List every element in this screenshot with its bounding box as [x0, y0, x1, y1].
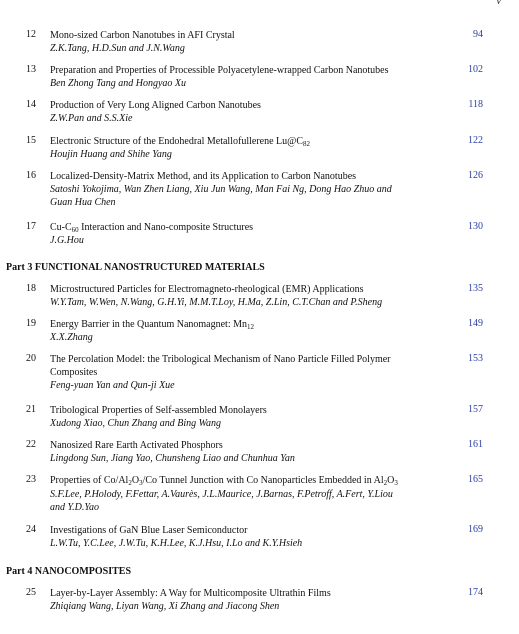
entry-title: Tribological Properties of Self-assembled Monolayers — [50, 405, 267, 416]
entry-title: The Percolation Model: the Tribological Mechanism of Nano Particle Filled Polymer — [50, 354, 391, 365]
entry-authors: Xudong Xiao, Chun Zhang and Bing Wang — [50, 418, 222, 429]
entry-number: 14 — [26, 99, 36, 110]
entry-title: Electronic Structure of the Endohedral Metallofullerene $Lu@C_{82}$ — [50, 136, 311, 148]
entry-authors-continued: Guan Hua Chen — [50, 197, 116, 208]
entry-title: Energy Barrier in the Quantum Nanomagnet: $Mn_{12}$ — [50, 319, 254, 331]
entry-title: Nanosized Rare Earth Activated Phosphors — [50, 440, 223, 451]
entry-page[interactable]: 122 — [468, 135, 483, 146]
entry-authors: X.X.Zhang — [50, 332, 93, 343]
entry-page[interactable]: 161 — [468, 439, 483, 450]
entry-number: 12 — [26, 29, 36, 40]
entry-authors: Z.K.Tang, H.D.Sun and J.N.Wang — [50, 43, 185, 54]
entry-page[interactable]: 130 — [468, 221, 483, 232]
entry-authors: Z.W.Pan and S.S.Xie — [50, 113, 133, 124]
entry-number: 23 — [26, 474, 36, 485]
entry-number: 16 — [26, 170, 36, 181]
entry-page[interactable]: 174 — [468, 587, 483, 598]
entry-number: 21 — [26, 404, 36, 415]
entry-page[interactable]: 157 — [468, 404, 483, 415]
part-heading: Part 3 FUNCTIONAL NANOSTRUCTURED MATERIALS — [6, 262, 265, 273]
entry-page[interactable]: 149 — [468, 318, 483, 329]
entry-authors: Satoshi Yokojima, Wan Zhen Liang, Xiu Jun Wang, Man Fai Ng, Dong Hao Zhuo and — [50, 184, 392, 195]
entry-number: 25 — [26, 587, 36, 598]
entry-title: Localized-Density-Matrix Method, and its Application to Carbon Nanotubes — [50, 171, 357, 182]
entry-title: Properties of $Co/Al_2O_3/Co$ Tunnel Junction with Co Nanoparticles Embedded in $Al_2O_3$ — [50, 475, 398, 487]
entry-page[interactable]: 118 — [468, 99, 483, 110]
entry-page[interactable]: 94 — [473, 29, 483, 40]
entry-page[interactable]: 135 — [468, 283, 483, 294]
entry-number: 24 — [26, 524, 36, 535]
entry-number: 15 — [26, 135, 36, 146]
entry-number: 22 — [26, 439, 36, 450]
entry-authors: Houjin Huang and Shihe Yang — [50, 149, 172, 160]
entry-page[interactable]: 102 — [468, 64, 483, 75]
entry-title: Layer-by-Layer Assembly: A Way for Multicomposite Ultrathin Films — [50, 588, 331, 599]
entry-authors-continued: and Y.D.Yao — [50, 502, 100, 513]
entry-authors: Ben Zhong Tang and Hongyao Xu — [50, 78, 187, 89]
entry-title: Investigations of GaN Blue Laser Semiconductor — [50, 525, 248, 536]
entry-title: Microstructured Particles for Electromagneto-rheological (EMR) Applications — [50, 284, 364, 295]
entry-number: 19 — [26, 318, 36, 329]
part-heading: Part 4 NANOCOMPOSITES — [6, 566, 131, 577]
entry-title: Mono-sized Carbon Nanotubes in AFI Crystal — [50, 30, 235, 41]
entry-authors: L.W.Tu, Y.C.Lee, J.W.Tu, K.H.Lee, K.J.Hsu, I.Lo and K.Y.Hsieh — [50, 538, 303, 549]
entry-title-continued: Composites — [50, 367, 98, 378]
entry-authors: Zhiqiang Wang, Liyan Wang, Xi Zhang and Jiacong Shen — [50, 601, 280, 612]
entry-page[interactable]: 169 — [468, 524, 483, 535]
entry-title: Production of Very Long Aligned Carbon Nanotubes — [50, 100, 261, 111]
entry-title: $Cu-C_{60}$ Interaction and Nano-composite Structures — [50, 222, 254, 234]
page-number: v — [496, 0, 501, 7]
entry-number: 17 — [26, 221, 36, 232]
entry-authors: J.G.Hou — [50, 235, 84, 246]
entry-authors: S.F.Lee, P.Holody, F.Fettar, A.Vaurès, J.L.Maurice, J.Barnas, F.Petroff, A.Fert, Y.Liou — [50, 489, 393, 500]
entry-number: 13 — [26, 64, 36, 75]
entry-page[interactable]: 153 — [468, 353, 483, 364]
entry-page[interactable]: 126 — [468, 170, 483, 181]
entry-authors: Feng-yuan Yan and Qun-ji Xue — [50, 380, 175, 391]
entry-page[interactable]: 165 — [468, 474, 483, 485]
entry-number: 20 — [26, 353, 36, 364]
entry-title: Preparation and Properties of Processible Polyacetylene-wrapped Carbon Nanotubes — [50, 65, 389, 76]
entry-authors: W.Y.Tam, W.Wen, N.Wang, G.H.Yi, M.M.T.Loy, H.Ma, Z.Lin, C.T.Chan and P.Sheng — [50, 297, 383, 308]
entry-authors: Lingdong Sun, Jiang Yao, Chunsheng Liao and Chunhua Yan — [50, 453, 295, 464]
entry-number: 18 — [26, 283, 36, 294]
